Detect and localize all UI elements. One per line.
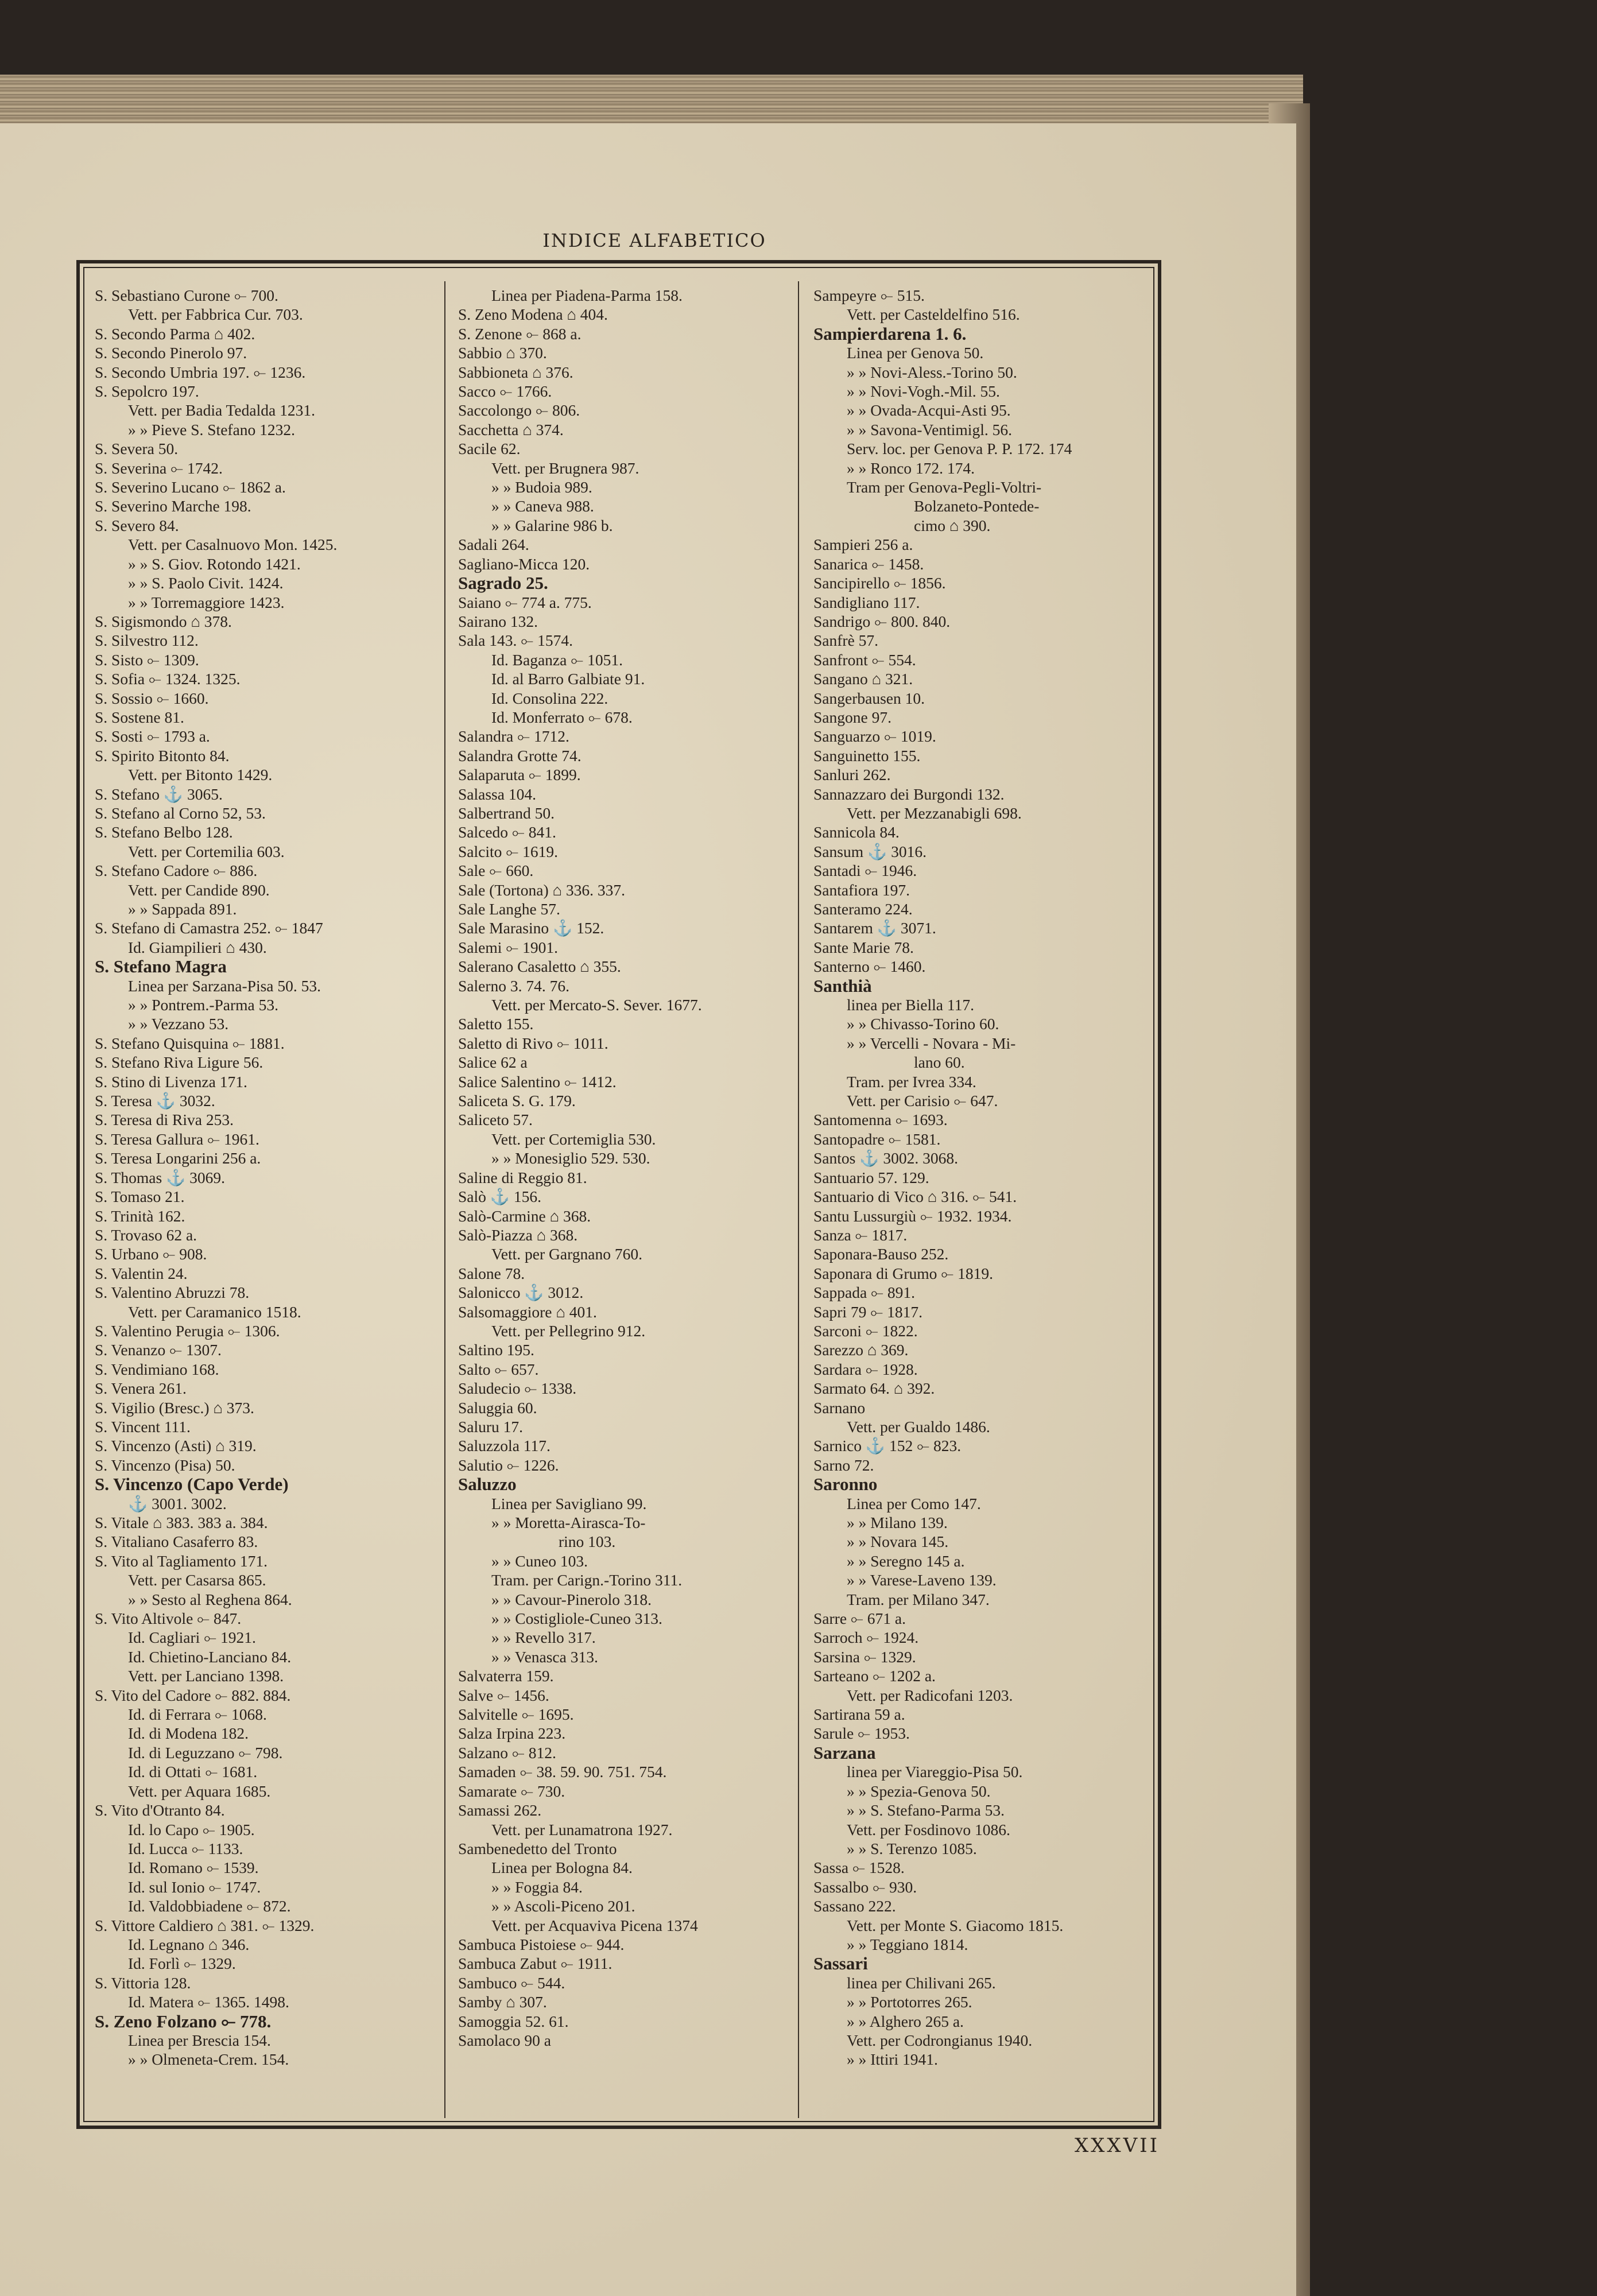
index-entry: S. Vito d'Otranto 84. — [95, 1801, 225, 1820]
index-entry: S. Vittoria 128. — [95, 1973, 191, 1992]
index-entry: Sampeyre ⟜ 515. — [813, 286, 925, 304]
index-entry: S. Thomas ⚓ 3069. — [95, 1168, 226, 1186]
index-heading: Sassari — [813, 1953, 868, 1974]
index-entry: Sadali 264. — [458, 536, 529, 554]
index-entry: » » Ascoli-Piceno 201. — [491, 1897, 635, 1915]
index-entry: Vett. per Pellegrino 912. — [491, 1321, 646, 1340]
index-entry: Salutio ⟜ 1226. — [458, 1456, 559, 1474]
index-entry: Sarre ⟜ 671 a. — [813, 1609, 906, 1628]
index-entry: Vett. per Casalnuovo Mon. 1425. — [128, 536, 338, 554]
index-entry: S. Stefano Quisquina ⟜ 1881. — [95, 1034, 285, 1052]
index-entry: linea per Viareggio-Pisa 50. — [847, 1763, 1023, 1781]
index-entry: Saponara di Grumo ⟜ 1819. — [813, 1264, 993, 1282]
index-entry: » » Novara 145. — [847, 1533, 949, 1551]
index-entry: S. Trovaso 62 a. — [95, 1225, 197, 1244]
index-entry: Salassa 104. — [458, 785, 536, 803]
index-entry: Sansum ⚓ 3016. — [813, 842, 927, 860]
index-entry: S. Valentino Perugia ⟜ 1306. — [95, 1321, 280, 1340]
index-entry: Sacile 62. — [458, 440, 521, 458]
index-entry: Vett. per Acquaviva Picena 1374 — [491, 1916, 698, 1934]
index-entry: S. Spirito Bitonto 84. — [95, 746, 230, 765]
index-entry: Vett. per Fosdinovo 1086. — [847, 1820, 1010, 1839]
index-entry: Sanza ⟜ 1817. — [813, 1225, 908, 1244]
index-entry: » » Sappada 891. — [128, 900, 237, 918]
index-entry: Salcedo ⟜ 841. — [458, 823, 556, 841]
page-number: XXXVII — [1074, 2134, 1160, 2157]
index-entry: S. Secondo Parma ⌂ 402. — [95, 324, 255, 343]
index-entry: S. Trinità 162. — [95, 1207, 185, 1225]
index-entry: S. Sisto ⟜ 1309. — [95, 650, 199, 669]
index-entry: Sante Marie 78. — [813, 938, 914, 956]
index-entry: linea per Chilivani 265. — [847, 1973, 996, 1992]
index-entry: Sambuca Zabut ⟜ 1911. — [458, 1954, 613, 1973]
index-entry: S. Stefano Riva Ligure 56. — [95, 1053, 263, 1072]
index-entry: S. Vendimiano 168. — [95, 1360, 219, 1378]
index-entry: » » Pontrem.-Parma 53. — [128, 996, 278, 1014]
index-entry: Sarmato 64. ⌂ 392. — [813, 1379, 935, 1398]
index-entry: Sambuca Pistoiese ⟜ 944. — [458, 1935, 625, 1953]
index-entry: Sanarica ⟜ 1458. — [813, 554, 924, 573]
index-heading: S. Stefano Magra — [95, 956, 227, 977]
index-heading: Santhià — [813, 975, 872, 996]
index-entry: Vett. per Badia Tedalda 1231. — [128, 401, 315, 420]
index-entry: Saletto 155. — [458, 1015, 534, 1033]
index-entry: S. Stefano al Corno 52, 53. — [95, 804, 266, 822]
index-entry: Santerno ⟜ 1460. — [813, 957, 926, 976]
index-entry: Salsomaggiore ⌂ 401. — [458, 1302, 597, 1321]
index-entry: Id. Lucca ⟜ 1133. — [128, 1839, 243, 1857]
index-entry: Salvitelle ⟜ 1695. — [458, 1705, 574, 1724]
index-entry: » » Cavour-Pinerolo 318. — [491, 1590, 652, 1608]
index-entry: Sangano ⌂ 321. — [813, 670, 913, 688]
index-entry: S. Sebastiano Curone ⟜ 700. — [95, 286, 278, 304]
index-entry: » » Varese-Laveno 139. — [847, 1571, 997, 1589]
index-entry: Id. Forlì ⟜ 1329. — [128, 1954, 236, 1973]
index-heading: Saluzzo — [458, 1474, 517, 1495]
index-entry: Id. lo Capo ⟜ 1905. — [128, 1820, 255, 1839]
index-entry: S. Stefano ⚓ 3065. — [95, 785, 223, 803]
index-entry: S. Sigismondo ⌂ 378. — [95, 612, 232, 630]
index-entry: S. Vitaliano Casaferro 83. — [95, 1533, 258, 1551]
index-entry: » » Teggiano 1814. — [847, 1935, 968, 1953]
index-column-2 — [458, 286, 794, 2117]
index-entry: Bolzaneto-Pontede- — [914, 497, 1040, 515]
index-entry: Vett. per Cortemilia 603. — [128, 842, 285, 860]
index-entry: Id. Chietino-Lanciano 84. — [128, 1647, 292, 1666]
index-entry: S. Teresa di Riva 253. — [95, 1111, 234, 1129]
index-entry: Salandra Grotte 74. — [458, 746, 582, 765]
index-entry: Id. Consolina 222. — [491, 689, 608, 707]
index-entry: linea per Biella 117. — [847, 996, 974, 1014]
index-entry: S. Sofia ⟜ 1324. 1325. — [95, 670, 241, 688]
index-entry: » » Sesto al Reghena 864. — [128, 1590, 292, 1608]
index-heading: Sampierdarena 1. 6. — [813, 323, 967, 344]
index-entry: Sannazzaro dei Burgondi 132. — [813, 785, 1005, 803]
index-entry: Salò-Carmine ⌂ 368. — [458, 1207, 591, 1225]
index-entry: Sale ⟜ 660. — [458, 862, 534, 880]
index-entry: Sangerbausen 10. — [813, 689, 925, 707]
index-entry: Santu Lussurgiù ⟜ 1932. 1934. — [813, 1207, 1012, 1225]
index-entry: » » Olmeneta-Crem. 154. — [128, 2050, 289, 2069]
index-entry: Sarule ⟜ 1953. — [813, 1724, 910, 1743]
index-entry: Linea per Sarzana-Pisa 50. 53. — [128, 976, 321, 995]
index-entry: » » Moretta-Airasca-To- — [491, 1514, 646, 1531]
index-entry: Vett. per Caramanico 1518. — [128, 1302, 301, 1321]
index-entry: » » Novi-Aless.-Torino 50. — [847, 363, 1017, 381]
index-entry: » » Revello 317. — [491, 1628, 596, 1647]
index-entry: Santuario 57. 129. — [813, 1168, 929, 1186]
index-entry: Sambuco ⟜ 544. — [458, 1973, 565, 1992]
index-entry: » » Spezia-Genova 50. — [847, 1782, 991, 1800]
index-entry: Sairano 132. — [458, 612, 538, 630]
index-entry: S. Stefano Cadore ⟜ 886. — [95, 862, 258, 880]
index-heading: Saronno — [813, 1474, 878, 1495]
index-entry: Linea per Brescia 154. — [128, 2031, 271, 2049]
index-entry: Tram per Genova-Pegli-Voltri- — [847, 478, 1042, 497]
index-entry: Sassalbo ⟜ 930. — [813, 1878, 917, 1896]
index-entry: Salcito ⟜ 1619. — [458, 842, 559, 860]
index-entry: Saliceta S. G. 179. — [458, 1092, 576, 1110]
index-entry: » » Milano 139. — [847, 1514, 948, 1531]
index-entry: Id. di Ferrara ⟜ 1068. — [128, 1705, 267, 1724]
index-entry: S. Zeno Modena ⌂ 404. — [458, 305, 608, 324]
index-entry: Saline di Reggio 81. — [458, 1168, 587, 1186]
index-entry: S. Zenone ⟜ 868 a. — [458, 324, 582, 343]
index-entry: Vett. per Casarsa 865. — [128, 1571, 266, 1589]
index-entry: Vett. per Carisio ⟜ 647. — [847, 1092, 998, 1110]
index-entry: Sarteano ⟜ 1202 a. — [813, 1667, 936, 1685]
index-entry: Vett. per Mezzanabigli 698. — [847, 804, 1022, 822]
column-divider — [798, 281, 799, 2118]
index-entry: Tram. per Ivrea 334. — [847, 1072, 976, 1091]
column-divider — [444, 281, 445, 2118]
index-entry: S. Sosti ⟜ 1793 a. — [95, 727, 210, 746]
index-entry: » » S. Stefano-Parma 53. — [847, 1801, 1005, 1820]
index-entry: Samassi 262. — [458, 1801, 542, 1820]
index-entry: S. Vitale ⌂ 383. 383 a. 384. — [95, 1514, 268, 1531]
index-entry: Sandigliano 117. — [813, 593, 920, 611]
index-entry: Salice Salentino ⟜ 1412. — [458, 1072, 617, 1091]
index-entry: Salò ⚓ 156. — [458, 1188, 542, 1206]
index-entry: Sanfront ⟜ 554. — [813, 650, 916, 669]
index-entry: Linea per Bologna 84. — [491, 1859, 633, 1877]
index-entry: Sarnico ⚓ 152 ⟜ 823. — [813, 1437, 962, 1455]
index-entry: » » Cuneo 103. — [491, 1552, 588, 1570]
index-entry: Sabbio ⌂ 370. — [458, 344, 547, 362]
index-entry: Sambenedetto del Tronto — [458, 1839, 617, 1857]
index-entry: S. Vittore Caldiero ⌂ 381. ⟜ 1329. — [95, 1916, 315, 1934]
index-entry: Sangone 97. — [813, 708, 891, 726]
index-entry: S. Stefano Belbo 128. — [95, 823, 233, 841]
index-entry: Id. Monferrato ⟜ 678. — [491, 708, 633, 726]
index-entry: Sanfrè 57. — [813, 631, 879, 650]
index-entry: Santopadre ⟜ 1581. — [813, 1130, 941, 1148]
index-entry: » » S. Terenzo 1085. — [847, 1839, 977, 1857]
index-entry: » » Ronco 172. 174. — [847, 459, 975, 477]
index-entry: Sassa ⟜ 1528. — [813, 1859, 905, 1877]
index-heading: Sagrado 25. — [458, 573, 548, 594]
index-entry: S. Urbano ⟜ 908. — [95, 1245, 207, 1263]
index-entry: S. Severina ⟜ 1742. — [95, 459, 223, 477]
index-entry: » » Seregno 145 a. — [847, 1552, 965, 1570]
index-entry: Sarezzo ⌂ 369. — [813, 1341, 909, 1359]
index-entry: Salandra ⟜ 1712. — [458, 727, 569, 746]
index-entry: S. Stino di Livenza 171. — [95, 1072, 247, 1091]
index-entry: » » Vercelli - Novara - Mi- — [847, 1034, 1016, 1052]
index-entry: Linea per Como 147. — [847, 1494, 981, 1512]
index-entry: Santarem ⚓ 3071. — [813, 919, 936, 937]
index-entry: Sabbioneta ⌂ 376. — [458, 363, 573, 381]
index-entry: Saluru 17. — [458, 1417, 524, 1436]
index-entry: Id. al Barro Galbiate 91. — [491, 670, 645, 688]
index-entry: S. Vito Altivole ⟜ 847. — [95, 1609, 242, 1628]
index-entry: S. Severino Marche 198. — [95, 497, 251, 515]
index-entry: S. Vigilio (Bresc.) ⌂ 373. — [95, 1398, 254, 1417]
index-entry: Santadi ⟜ 1946. — [813, 862, 917, 880]
index-entry: Linea per Savigliano 99. — [491, 1494, 647, 1512]
index-entry: rino 103. — [559, 1533, 616, 1551]
index-entry: Vett. per Gargnano 760. — [491, 1245, 642, 1263]
index-entry: » » S. Giov. Rotondo 1421. — [128, 554, 301, 573]
index-entry: Id. Cagliari ⟜ 1921. — [128, 1628, 256, 1647]
index-entry: » » Portotorres 265. — [847, 1993, 972, 2011]
index-entry: » » Foggia 84. — [491, 1878, 583, 1896]
index-entry: Vett. per Cortemiglia 530. — [491, 1130, 656, 1148]
index-column-1 — [95, 286, 433, 2117]
index-entry: » » Monesiglio 529. 530. — [491, 1149, 650, 1168]
index-entry: Vett. per Lunamatrona 1927. — [491, 1820, 673, 1839]
index-entry: Vett. per Gualdo 1486. — [847, 1417, 990, 1436]
index-entry: S. Sossio ⟜ 1660. — [95, 689, 209, 707]
index-entry: Salonicco ⚓ 3012. — [458, 1283, 584, 1302]
index-entry: Id. Legnano ⌂ 346. — [128, 1935, 250, 1953]
index-entry: Salerano Casaletto ⌂ 355. — [458, 957, 621, 976]
index-entry: Saiano ⟜ 774 a. 775. — [458, 593, 592, 611]
index-entry: S. Secondo Pinerolo 97. — [95, 344, 247, 362]
index-entry: Samarate ⟜ 730. — [458, 1782, 565, 1800]
index-entry: Vett. per Aquara 1685. — [128, 1782, 271, 1800]
index-entry: Saponara-Bauso 252. — [813, 1245, 949, 1263]
index-entry: Sale Marasino ⚓ 152. — [458, 919, 604, 937]
index-entry: S. Vincenzo (Pisa) 50. — [95, 1456, 235, 1474]
index-entry: Saccolongo ⟜ 806. — [458, 401, 580, 420]
index-entry: Id. sul Ionio ⟜ 1747. — [128, 1878, 261, 1896]
index-entry: Saludecio ⟜ 1338. — [458, 1379, 577, 1398]
index-entry: Sarroch ⟜ 1924. — [813, 1628, 919, 1647]
index-entry: Saletto di Rivo ⟜ 1011. — [458, 1034, 608, 1052]
index-entry: Santuario di Vico ⌂ 316. ⟜ 541. — [813, 1188, 1017, 1206]
index-entry: Salzano ⟜ 812. — [458, 1743, 556, 1762]
index-entry: Vett. per Mercato-S. Sever. 1677. — [491, 996, 702, 1014]
index-entry: S. Vincenzo (Asti) ⌂ 319. — [95, 1437, 257, 1455]
index-entry: Salemi ⟜ 1901. — [458, 938, 559, 956]
index-entry: Vett. per Monte S. Giacomo 1815. — [847, 1916, 1064, 1934]
index-entry: Vett. per Bitonto 1429. — [128, 766, 273, 784]
index-entry: S. Severo 84. — [95, 516, 179, 534]
index-entry: Id. Giampilieri ⌂ 430. — [128, 938, 267, 956]
index-entry: S. Severa 50. — [95, 440, 179, 458]
index-entry: cimo ⌂ 390. — [914, 516, 991, 534]
index-entry: S. Venera 261. — [95, 1379, 187, 1398]
index-entry: Sale Langhe 57. — [458, 900, 560, 918]
index-entry: Sardara ⟜ 1928. — [813, 1360, 918, 1378]
index-entry: Vett. per Brugnera 987. — [491, 459, 639, 477]
index-entry: S. Teresa ⚓ 3032. — [95, 1092, 215, 1110]
index-entry: Linea per Piadena-Parma 158. — [491, 286, 683, 304]
index-entry: S. Teresa Longarini 256 a. — [95, 1149, 261, 1168]
index-entry: Sartirana 59 a. — [813, 1705, 905, 1724]
index-entry: Id. Romano ⟜ 1539. — [128, 1859, 259, 1877]
index-entry: » » Chivasso-Torino 60. — [847, 1015, 999, 1033]
index-entry: S. Vito del Cadore ⟜ 882. 884. — [95, 1686, 291, 1704]
index-entry: Saliceto 57. — [458, 1111, 533, 1129]
index-entry: » » S. Paolo Civit. 1424. — [128, 574, 284, 592]
index-entry: Saluggia 60. — [458, 1398, 537, 1417]
index-entry: Sapri 79 ⟜ 1817. — [813, 1302, 923, 1321]
index-entry: » » Torremaggiore 1423. — [128, 593, 285, 611]
index-entry: » » Alghero 265 a. — [847, 2012, 964, 2030]
index-entry: Tram. per Milano 347. — [847, 1590, 990, 1608]
index-entry: Samby ⌂ 307. — [458, 1993, 547, 2011]
index-entry: » » Pieve S. Stefano 1232. — [128, 420, 296, 439]
index-entry: Sarno 72. — [813, 1456, 874, 1474]
index-entry: Santeramo 224. — [813, 900, 913, 918]
index-entry: Samolaco 90 a — [458, 2031, 551, 2049]
index-entry: Vett. per Radicofani 1203. — [847, 1686, 1013, 1704]
index-entry: Sala 143. ⟜ 1574. — [458, 631, 573, 650]
index-entry: Vett. per Lanciano 1398. — [128, 1667, 284, 1685]
index-entry: Sarsina ⟜ 1329. — [813, 1647, 916, 1666]
index-entry: Sagliano-Micca 120. — [458, 554, 590, 573]
index-entry: Id. di Ottati ⟜ 1681. — [128, 1763, 258, 1781]
index-entry: Saltino 195. — [458, 1341, 534, 1359]
index-entry: Id. Valdobbiadene ⟜ 872. — [128, 1897, 291, 1915]
index-entry: Tram. per Carign.-Torino 311. — [491, 1571, 683, 1589]
index-entry: S. Silvestro 112. — [95, 631, 199, 650]
index-entry: Santafiora 197. — [813, 881, 910, 899]
index-entry: » » Budoia 989. — [491, 478, 592, 497]
index-entry: S. Venanzo ⟜ 1307. — [95, 1341, 222, 1359]
index-entry: Sacchetta ⌂ 374. — [458, 420, 564, 439]
index-entry: Sanguinetto 155. — [813, 746, 921, 765]
index-entry: S. Vito al Tagliamento 171. — [95, 1552, 268, 1570]
index-entry: Samoggia 52. 61. — [458, 2012, 569, 2030]
index-entry: Salone 78. — [458, 1264, 525, 1282]
index-entry: Vett. per Candide 890. — [128, 881, 270, 899]
index-column-3 — [813, 286, 1152, 2117]
index-entry: S. Valentino Abruzzi 78. — [95, 1283, 250, 1302]
index-entry: Samaden ⟜ 38. 59. 90. 751. 754. — [458, 1763, 667, 1781]
index-entry: » » Savona-Ventimigl. 56. — [847, 420, 1012, 439]
index-entry: Vett. per Casteldelfino 516. — [847, 305, 1020, 324]
index-entry: » » Vezzano 53. — [128, 1015, 229, 1033]
index-entry: Salto ⟜ 657. — [458, 1360, 539, 1378]
index-entry: S. Secondo Umbria 197. ⟜ 1236. — [95, 363, 306, 381]
index-entry: lano 60. — [914, 1053, 965, 1072]
index-entry: » » Venasca 313. — [491, 1647, 598, 1666]
index-entry: Sampieri 256 a. — [813, 536, 913, 554]
index-entry: Sacco ⟜ 1766. — [458, 382, 552, 401]
index-entry: Id. di Leguzzano ⟜ 798. — [128, 1743, 283, 1762]
index-entry: Sancipirello ⟜ 1856. — [813, 574, 946, 592]
index-entry: ⚓ 3001. 3002. — [128, 1494, 227, 1512]
index-entry: Salò-Piazza ⌂ 368. — [458, 1225, 578, 1244]
index-entry: Salice 62 a — [458, 1053, 528, 1072]
index-entry: Sarnano — [813, 1398, 866, 1417]
index-entry: » » Costigliole-Cuneo 313. — [491, 1609, 662, 1628]
index-entry: Santos ⚓ 3002. 3068. — [813, 1149, 958, 1168]
index-entry: Sappada ⟜ 891. — [813, 1283, 916, 1302]
index-entry: Sale (Tortona) ⌂ 336. 337. — [458, 881, 626, 899]
index-entry: Santomenna ⟜ 1693. — [813, 1111, 948, 1129]
index-entry: Vett. per Fabbrica Cur. 703. — [128, 305, 303, 324]
index-entry: S. Sepolcro 197. — [95, 382, 199, 401]
index-entry: Saluzzola 117. — [458, 1437, 551, 1455]
index-entry: Sannicola 84. — [813, 823, 900, 841]
index-entry: Id. Matera ⟜ 1365. 1498. — [128, 1993, 289, 2011]
index-entry: Salve ⟜ 1456. — [458, 1686, 549, 1704]
index-heading: S. Zeno Folzano ⟜ 778. — [95, 2011, 272, 2031]
index-entry: Sanguarzo ⟜ 1019. — [813, 727, 936, 746]
index-entry: » » Novi-Vogh.-Mil. 55. — [847, 382, 1000, 401]
index-entry: Salaparuta ⟜ 1899. — [458, 766, 581, 784]
index-entry: Linea per Genova 50. — [847, 344, 984, 362]
index-entry: Salza Irpina 223. — [458, 1724, 566, 1743]
index-entry: » » Ovada-Acqui-Asti 95. — [847, 401, 1011, 420]
index-entry: S. Severino Lucano ⟜ 1862 a. — [95, 478, 286, 497]
index-entry: Vett. per Codrongianus 1940. — [847, 2031, 1033, 2049]
index-entry: S. Teresa Gallura ⟜ 1961. — [95, 1130, 259, 1148]
index-entry: S. Tomaso 21. — [95, 1188, 185, 1206]
index-entry: S. Sostene 81. — [95, 708, 184, 726]
index-entry: S. Stefano di Camastra 252. ⟜ 1847 — [95, 919, 323, 937]
index-heading: Sarzana — [813, 1742, 876, 1763]
index-entry: » » Ittiri 1941. — [847, 2050, 938, 2069]
index-entry: Salerno 3. 74. 76. — [458, 976, 570, 995]
index-entry: Sanluri 262. — [813, 766, 891, 784]
index-entry: S. Valentin 24. — [95, 1264, 188, 1282]
index-entry: » » Galarine 986 b. — [491, 516, 613, 534]
index-entry: Salvaterra 159. — [458, 1667, 554, 1685]
page-title: INDICE ALFABETICO — [542, 230, 766, 251]
index-entry: S. Vincent 111. — [95, 1417, 191, 1436]
index-entry: » » Caneva 988. — [491, 497, 594, 515]
index-entry: Salbertrand 50. — [458, 804, 555, 822]
index-entry: Id. Baganza ⟜ 1051. — [491, 650, 623, 669]
index-entry: Sassano 222. — [813, 1897, 896, 1915]
index-entry: Serv. loc. per Genova P. P. 172. 174 — [847, 440, 1072, 458]
index-entry: Sandrigo ⟜ 800. 840. — [813, 612, 951, 630]
index-entry: Sarconi ⟜ 1822. — [813, 1321, 918, 1340]
index-heading: S. Vincenzo (Capo Verde) — [95, 1474, 289, 1495]
index-entry: Id. di Modena 182. — [128, 1724, 249, 1743]
